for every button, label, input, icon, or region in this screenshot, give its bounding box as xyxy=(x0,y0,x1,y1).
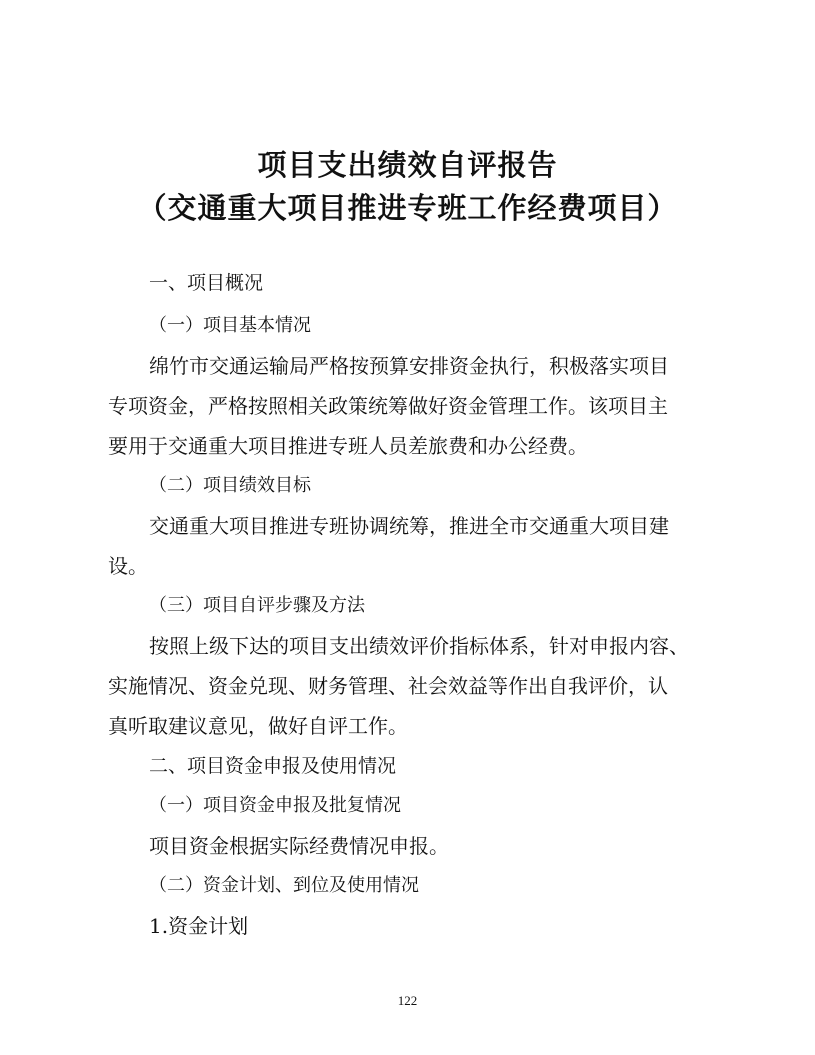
paragraph-line: 按照上级下达的项目支出绩效评价指标体系，针对申报内容、 xyxy=(149,634,689,658)
paragraph-line: 项目资金根据实际经费情况申报。 xyxy=(149,834,449,858)
subheading-funding-plan: （二）资金计划、到位及使用情况 xyxy=(149,875,419,896)
paragraph-line: 交通重大项目推进专班协调统筹，推进全市交通重大项目建 xyxy=(149,514,669,538)
subheading-evaluation-method: （三）项目自评步骤及方法 xyxy=(149,595,365,616)
report-title: 项目支出绩效自评报告 xyxy=(257,148,558,182)
paragraph-line: 专项资金，严格按照相关政策统筹做好资金管理工作。该项目主 xyxy=(108,394,668,418)
paragraph-line: 设。 xyxy=(108,554,148,578)
paragraph-line: 要用于交通重大项目推进专班人员差旅费和办公经费。 xyxy=(108,434,588,458)
subheading-performance-goals: （二）项目绩效目标 xyxy=(149,475,311,496)
section-heading-overview: 一、项目概况 xyxy=(149,272,264,294)
list-item-funding-plan: 1.资金计划 xyxy=(149,914,249,938)
paragraph-line: 绵竹市交通运输局严格按预算安排资金执行，积极落实项目 xyxy=(149,354,669,378)
subheading-funding-approval: （一）项目资金申报及批复情况 xyxy=(149,795,401,816)
section-heading-funding: 二、项目资金申报及使用情况 xyxy=(149,755,397,777)
report-subtitle: （交通重大项目推进专班工作经费项目） xyxy=(137,191,678,225)
paragraph-line: 实施情况、资金兑现、财务管理、社会效益等作出自我评价，认 xyxy=(108,674,668,698)
paragraph-line: 真听取建议意见，做好自评工作。 xyxy=(108,714,408,738)
subheading-basic-info: （一）项目基本情况 xyxy=(149,315,311,336)
page-number: 122 xyxy=(397,993,418,1008)
